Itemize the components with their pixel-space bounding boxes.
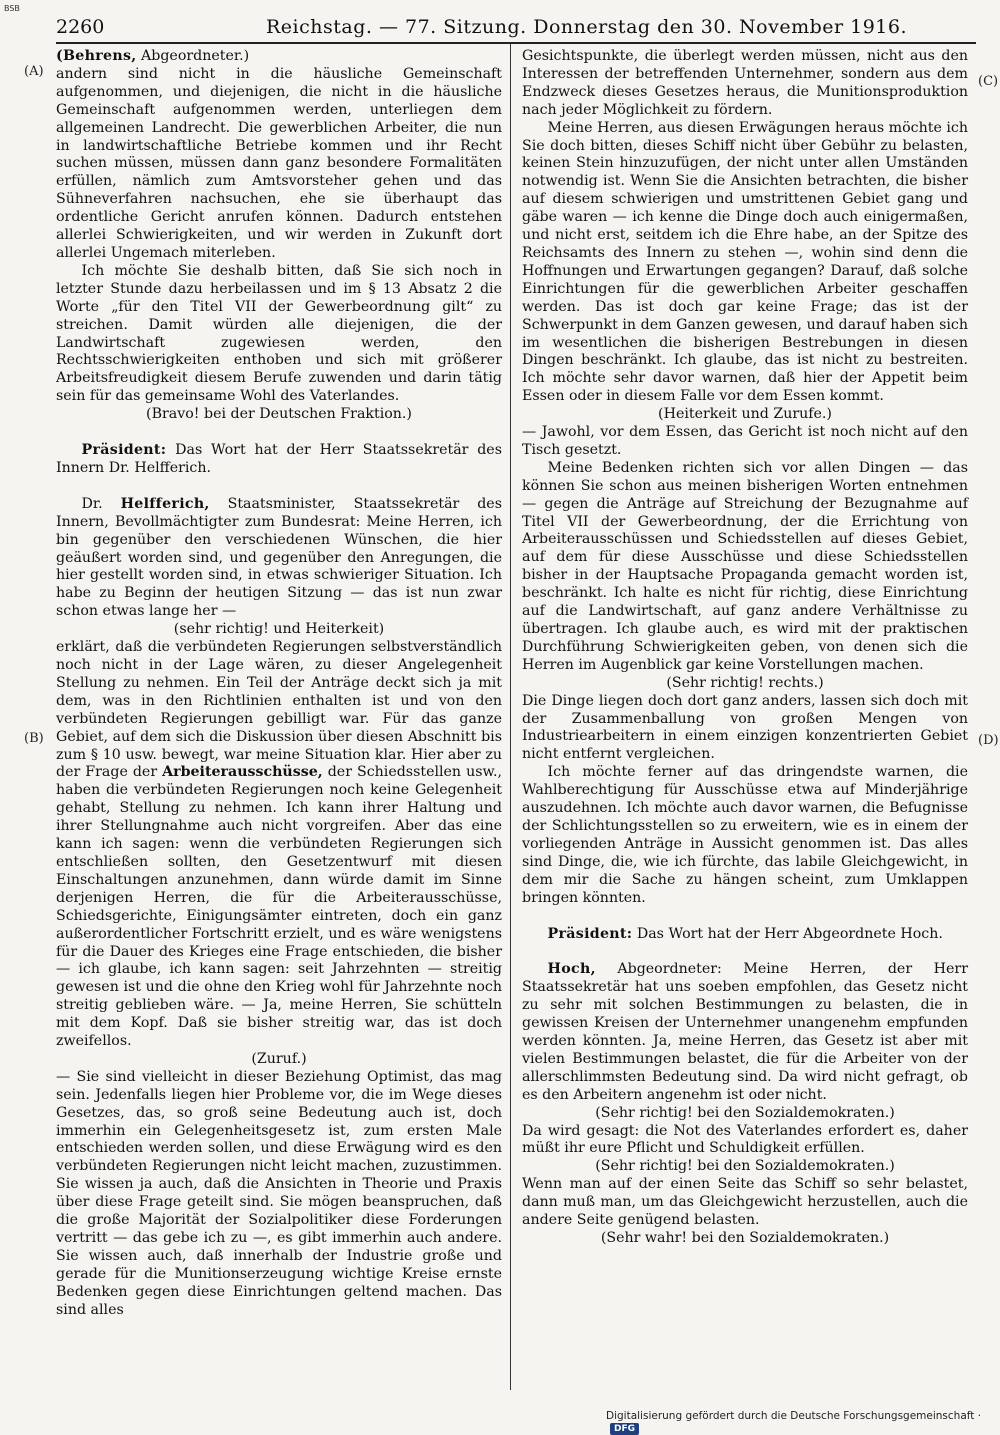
speaker-continuation <box>56 48 502 66</box>
paragraph: Präsident: Das Wort hat der Herr Staatssekretär des Innern Dr. Helfferich. <box>56 442 502 476</box>
margin-mark-d: (D) <box>978 733 999 748</box>
paragraph: Gesichtspunkte, die überlegt werden müssen, nicht aus den Interessen der betreffenden Unternehmer, sondern aus dem Endzweck dieses Gesetzes heraus, die Munitionsproduktion nach jeder Möglichkeit zu fördern. <box>522 48 968 118</box>
paragraph: Da wird gesagt: die Not des Vaterlandes erfordert es, daher müßt ihr eure Pflicht und Schuldigkeit erfüllen. <box>522 1122 968 1157</box>
speaker-name: Helfferich, <box>120 495 210 512</box>
page-header <box>56 16 976 42</box>
paragraph: Die Dinge liegen doch dort ganz anders, lassen sich doch mit der Zusammenballung von großen Mengen von Industriearbeitern in einem einzigen konzentrierten Gebiet nicht entfernt vergleichen. <box>522 692 968 763</box>
interjection: (Zuruf.) <box>251 1050 307 1067</box>
interjection: (Sehr richtig! bei den Sozialdemokraten.) <box>595 1104 895 1121</box>
interjection: (sehr richtig! und Heiterkeit) <box>173 621 385 638</box>
paragraph: andern sind nicht in die häusliche Gemeinschaft aufgenommen, und diejenigen, die nicht in die häusliche Gemeinschaft aufgenommen werden, unterliegen dem allgemeinen Landrecht. Die gewerblichen Arbeiter, die nun in landwirtschaftliche Betriebe kommen und ihr Recht suchen müssen, müssen dann ganz besondere Formalitäten erfüllen, nämlich zum Amtsvorsteher gehen und das Sühneverfahren nachsuchen, ehe sie überhaupt das ordentliche Gericht anrufen können. Dadurch entstehen allerlei Schwierigkeiten, und wir werden in Zukunft dort allerlei Ungemach miterleben. <box>56 65 502 261</box>
footer-credit <box>606 1410 1000 1435</box>
interjection: (Bravo! bei der Deutschen Fraktion.) <box>146 406 412 423</box>
speaker-role: Abgeordneter.) <box>136 48 250 64</box>
interjection: (Sehr wahr! bei den Sozialdemokraten.) <box>600 1230 890 1246</box>
paragraph: Dr. Helfferich, Staatsminister, Staatssekretär des Innern, Bevollmächtigter zum Bundesrat: Meine Herren, ich bin gegenüber den verschiedenen Wünschen, die hier geäußert worden sind, und gegenüber den Anregungen, die hier gestellt worden sind, in etwas schwieriger Situation. Ich habe zu Beginn der heutigen Sitzung — das ist nun zwar schon etwas lange her — <box>56 495 502 620</box>
paragraph: Präsident: Das Wort hat der Herr Abgeordnete Hoch. <box>547 925 943 942</box>
paragraph: Meine Herren, aus diesen Erwägungen heraus möchte ich Sie doch bitten, dieses Schiff nicht über Gebühr zu belasten, keinen Stein hinzuzufügen, der nicht unter allen Umständen notwendig ist. Wenn Sie die Ansichten betrachten, die bisher auf diesem schwierigen und umstrittenen Gebiet gang und gäbe waren — ich kenne die Dinge doch auch einigermaßen, und nicht erst, seitdem ich die Ehre habe, an der Spitze des Reichsamts des Innern zu stehen —, wohin sind denn die Hoffnungen und Erwartungen gegangen? Darauf, daß solche Einrichtungen für die gewerblichen Arbeiter geschaffen werden. Das ist doch gar keine Frage; das ist der Schwerpunkt in dem Ganzen gewesen, und darauf haben sich im wesentlichen die bisherigen Bestrebungen in diesen Dingen beschränkt. Ich glaube, das ist nicht zu bestreiten. Ich möchte sehr davor warnen, daß hier der Appetit beim Essen oder in diesem Falle vor dem Essen kommt. <box>522 119 968 405</box>
paragraph: — Sie sind vielleicht in dieser Beziehung Optimist, das mag sein. Jedenfalls liegen hier Probleme vor, die im Wege dieses Gesetzes, das, so groß seine Bedeutung auch ist, doch immerhin ein Gelegenheitsgesetz ist, zum ersten Male entschieden werden sollen, und diese Erwägung wird es den verbündeten Regierungen nicht leicht machen, zuzustimmen. Sie wissen ja auch, daß die Ansichten in Theorie und Praxis über diese Frage geteilt sind. Sie mögen beanspruchen, daß die große Majorität der Sozialpolitiker diese Forderungen vertritt — das gebe ich zu —, es gibt immerhin auch andere. Sie wissen auch, daß innerhalb der Industrie große und gerade für die Munitionserzeugung wichtige Kreise ernste Bedenken gegen diese Einrichtungen geltend machen. Das sind alles <box>56 1068 502 1318</box>
margin-mark-a: (A) <box>24 64 44 79</box>
dfg-logo: DFG <box>610 1423 639 1435</box>
page-number: 2260 <box>56 16 105 38</box>
interjection: (Sehr richtig! rechts.) <box>666 674 824 691</box>
emphasis: Arbeiterausschüsse, <box>162 764 323 781</box>
library-mark: BSB <box>4 4 20 13</box>
footer-text: Digitalisierung gefördert durch die Deutsche Forschungsgemeinschaft · <box>606 1410 982 1422</box>
margin-mark-c: (C) <box>978 74 999 89</box>
speaker-name: Hoch, <box>547 961 596 978</box>
paragraph: Ich möchte Sie deshalb bitten, daß Sie sich noch in letzter Stunde dazu herbeilassen und im § 13 Absatz 2 die Worte „für den Titel VII der Gewerbeordnung gilt“ zu streichen. Damit würden alle diejenigen, die der Landwirtschaft zugewiesen werden, den Rechtsschwierigkeiten enthoben und sich mit größerer Arbeitsfreudigkeit diesem Berufe zuwenden und darin tätig sein für das gemeinsame Wohl des Vaterlandes. <box>56 262 502 405</box>
paragraph: erklärt, daß die verbündeten Regierungen selbstverständlich noch nicht in der Lage wären, zu dieser Angelegenheit Stellung zu nehmen. Ein Teil der Anträge deckt sich ja mit dem, was in den Richtlinien enthalten ist und von den verbündeten Regierungen gebilligt war. Für das ganze Gebiet, auf dem sich die Diskussion über diesen Abschnitt bis zum § 10 usw. bewegt, war meine Situation klar. Hier aber zu der Frage der Arbeiterausschüsse, der Schiedsstellen usw., haben die verbündeten Regierungen noch keine Gelegenheit gehabt, Stellung zu nehmen. Ich kann ihrer Haltung und ihrer Stellungnahme auch nicht vorgreifen. Aber das eine kann ich sagen: wenn die verbündeten Regierungen sich entschließen sollten, den Gesetzentwurf mit diesen Einschaltungen anzunehmen, dann würde damit im Sinne derjenigen Herren, die für die Arbeiterausschüsse, Schiedsgerichte, Einigungsämter eintreten, doch ein ganz außerordentlicher Fortschritt erzielt, und es wäre wenigstens für die Dauer des Krieges eine Frage entschieden, die bisher — ich glaube, ich kann sagen: seit Jahrzehnten — streitig gewesen ist und die ohne den Krieg wohl für Jahrzehnte noch streitig geblieben wäre. — Ja, meine Herren, Sie schütteln mit dem Kopf. Daß sie bisher streitig war, das ist doch zweifellos. <box>56 639 502 1050</box>
paragraph: Meine Bedenken richten sich vor allen Dingen — das können Sie schon aus meinen bisherigen Worten entnehmen — gegen die Anträge auf Streichung der Bezugnahme auf Titel VII der Gewerbeordnung, der die Errichtung von Arbeiterausschüssen und Schiedsstellen auf dieses Gebiet, auf dem für diese Ausschüsse und diese Schiedsstellen bisher in der Hauptsache Propaganda gemacht worden ist, beschränkt. Ich halte es nicht für richtig, diese Einrichtung auf die Landwirtschaft, auf ganz andere Verhältnisse zu übertragen. Ich glaube auch, es wird mit der praktischen Durchführung Schwierigkeiten geben, von denen sich die Herren im Augenblick gar keine Vorstellungen machen. <box>522 459 968 673</box>
page-title: Reichstag. — 77. Sitzung. Donnerstag den 30. November 1916. <box>266 16 908 38</box>
paragraph: Ich möchte ferner auf das dringendste warnen, die Wahlberechtigung für Ausschüsse etwa auf Minderjährige auszudehnen. Ich möchte auch davor warnen, die Befugnisse der Schlichtungsstellen so zu erweitern, wie es in einem der vorliegenden Anträge in Aussicht genommen ist. Das alles sind Dinge, die, wie ich fürchte, das labile Gleichgewicht, in dem mir die Sache zu hängen scheint, zum Umklappen bringen könnten. <box>522 764 968 906</box>
paragraph: Wenn man auf der einen Seite das Schiff so sehr belastet, dann muß man, um das Gleichgewicht herzustellen, auch die andere Seite genügend belasten. <box>522 1176 968 1229</box>
speaker-name: Präsident: <box>547 925 633 942</box>
interjection: (Heiterkeit und Zurufe.) <box>658 406 832 423</box>
column-divider <box>510 44 511 1390</box>
header-rule <box>56 42 976 44</box>
margin-mark-b: (B) <box>24 731 44 746</box>
speaker-name: Präsident: <box>81 442 167 459</box>
speaker-name: (Behrens, <box>56 48 137 64</box>
interjection: (Sehr richtig! bei den Sozialdemokraten.) <box>595 1158 895 1175</box>
left-column <box>56 48 502 1320</box>
right-column <box>522 48 968 1248</box>
paragraph: Hoch, Abgeordneter: Meine Herren, der Herr Staatssekretär hat uns soeben empfohlen, das Gesetz nicht zu sehr mit solchen Bestimmungen zu belasten, die in gewissen Kreisen der Unternehmer unangenehm empfunden werden könnten. Ja, meine Herren, das Gesetz ist aber mit vielen Bestimmungen belastet, die für die Arbeiter von der allerschlimmsten Bedeutung sind. Da wird nicht gefragt, ob es den Arbeitern angenehm ist oder nicht. <box>522 961 968 1103</box>
paragraph: — Jawohl, vor dem Essen, das Gericht ist noch nicht auf den Tisch gesetzt. <box>522 424 968 458</box>
